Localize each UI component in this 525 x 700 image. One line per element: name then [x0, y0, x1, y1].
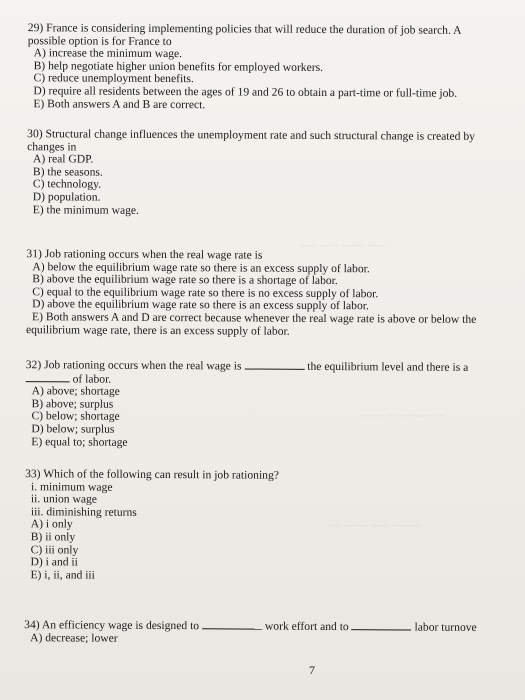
roman-item: i. minimum wage [30, 479, 113, 494]
answer-option: A) real GDP. [32, 152, 94, 166]
answer-option: D) require all residents between the ages of 19 and 26 to obtain a part-time or full-time job. [33, 84, 458, 100]
roman-item: ii. union wage [30, 492, 98, 506]
answer-option: C) reduce unemployment benefits. [33, 71, 194, 86]
answer-option: D) population. [32, 190, 101, 204]
question-30 [27, 128, 475, 219]
answer-option: C) equal to the equilibrium wage rate so there is no excess supply of labor. [32, 284, 379, 301]
answer-option: E) Both answers A and D are correct because whenever the real wage rate is above or below the [32, 310, 477, 326]
bleed-through-text: ~~~~ ~~ ~~~~~ ~~ [360, 410, 446, 422]
answer-option: B) help negotiate higher union benefits for employed workers. [33, 58, 324, 74]
question-stem: 31) Job rationing occurs when the real wage rate is [26, 247, 263, 262]
question-stem: 30) Structural change influences the unemployment rate and such structural change is created by [27, 127, 476, 143]
answer-option: A) above; shortage [31, 384, 120, 398]
question-stem: possible option is for France to [27, 33, 172, 48]
question-29 [27, 22, 461, 113]
question-stem: the equilibrium level and there is a [307, 359, 469, 374]
answer-option: A) i only [30, 517, 73, 531]
answer-option: B) ii only [30, 530, 76, 544]
question-stem: labor turnove [414, 620, 477, 634]
answer-blank [26, 372, 70, 382]
bleed-through-text: ~~ ~~~~ ~~~ ~~~~~ [330, 520, 422, 532]
answer-option: D) below; surplus [31, 422, 115, 436]
answer-option: C) below; shortage [31, 409, 120, 424]
answer-blank [202, 619, 262, 629]
answer-option: B) above the equilibrium wage rate so there is a shortage of labor. [32, 272, 338, 288]
answer-option: E) equal to; shortage [31, 434, 128, 449]
question-stem: of labor. [72, 372, 112, 386]
roman-item: iii. diminishing returns [30, 504, 137, 519]
answer-option: E) Both answers A and B are correct. [33, 96, 206, 111]
answer-option: C) technology. [32, 177, 102, 191]
answer-blank [352, 620, 412, 630]
answer-blank [244, 359, 304, 369]
answer-option: B) the seasons. [32, 164, 103, 179]
answer-option-continued: equilibrium wage rate, there is an excess supply of labor. [25, 322, 290, 338]
question-stem: 33) Which of the following can result in job rationing? [25, 467, 279, 482]
answer-option: A) decrease; lower [30, 630, 118, 645]
question-32 [25, 358, 468, 451]
question-33 [24, 468, 279, 583]
answer-option: A) below the equilibrium wage rate so there is an excess supply of labor. [32, 259, 370, 275]
answer-option: A) increase the minimum wage. [33, 46, 183, 61]
page-number: 7 [309, 663, 315, 677]
answer-option: E) the minimum wage. [32, 202, 140, 217]
question-31 [26, 248, 477, 339]
question-stem: changes in [27, 139, 77, 154]
question-stem: work effort and to [264, 619, 349, 634]
answer-option: D) above the equilibrium wage rate so there is an excess supply of labor. [32, 297, 369, 313]
question-stem: 29) France is considering implementing policies that will reduce the duration of job search. A [27, 21, 462, 37]
answer-option: D) i and ii [30, 555, 78, 569]
question-stem: 32) Job rationing occurs when the real wage is [25, 358, 242, 373]
question-34 [24, 618, 477, 647]
answer-option: B) above; surplus [31, 396, 114, 411]
bleed-through-text: ~~~ ~~~ ~~~~ ~~~ [300, 240, 386, 252]
question-stem: 34) An efficiency wage is designed to [24, 618, 200, 633]
answer-option: E) i, ii, and iii [30, 567, 95, 582]
answer-option: C) iii only [30, 542, 79, 557]
